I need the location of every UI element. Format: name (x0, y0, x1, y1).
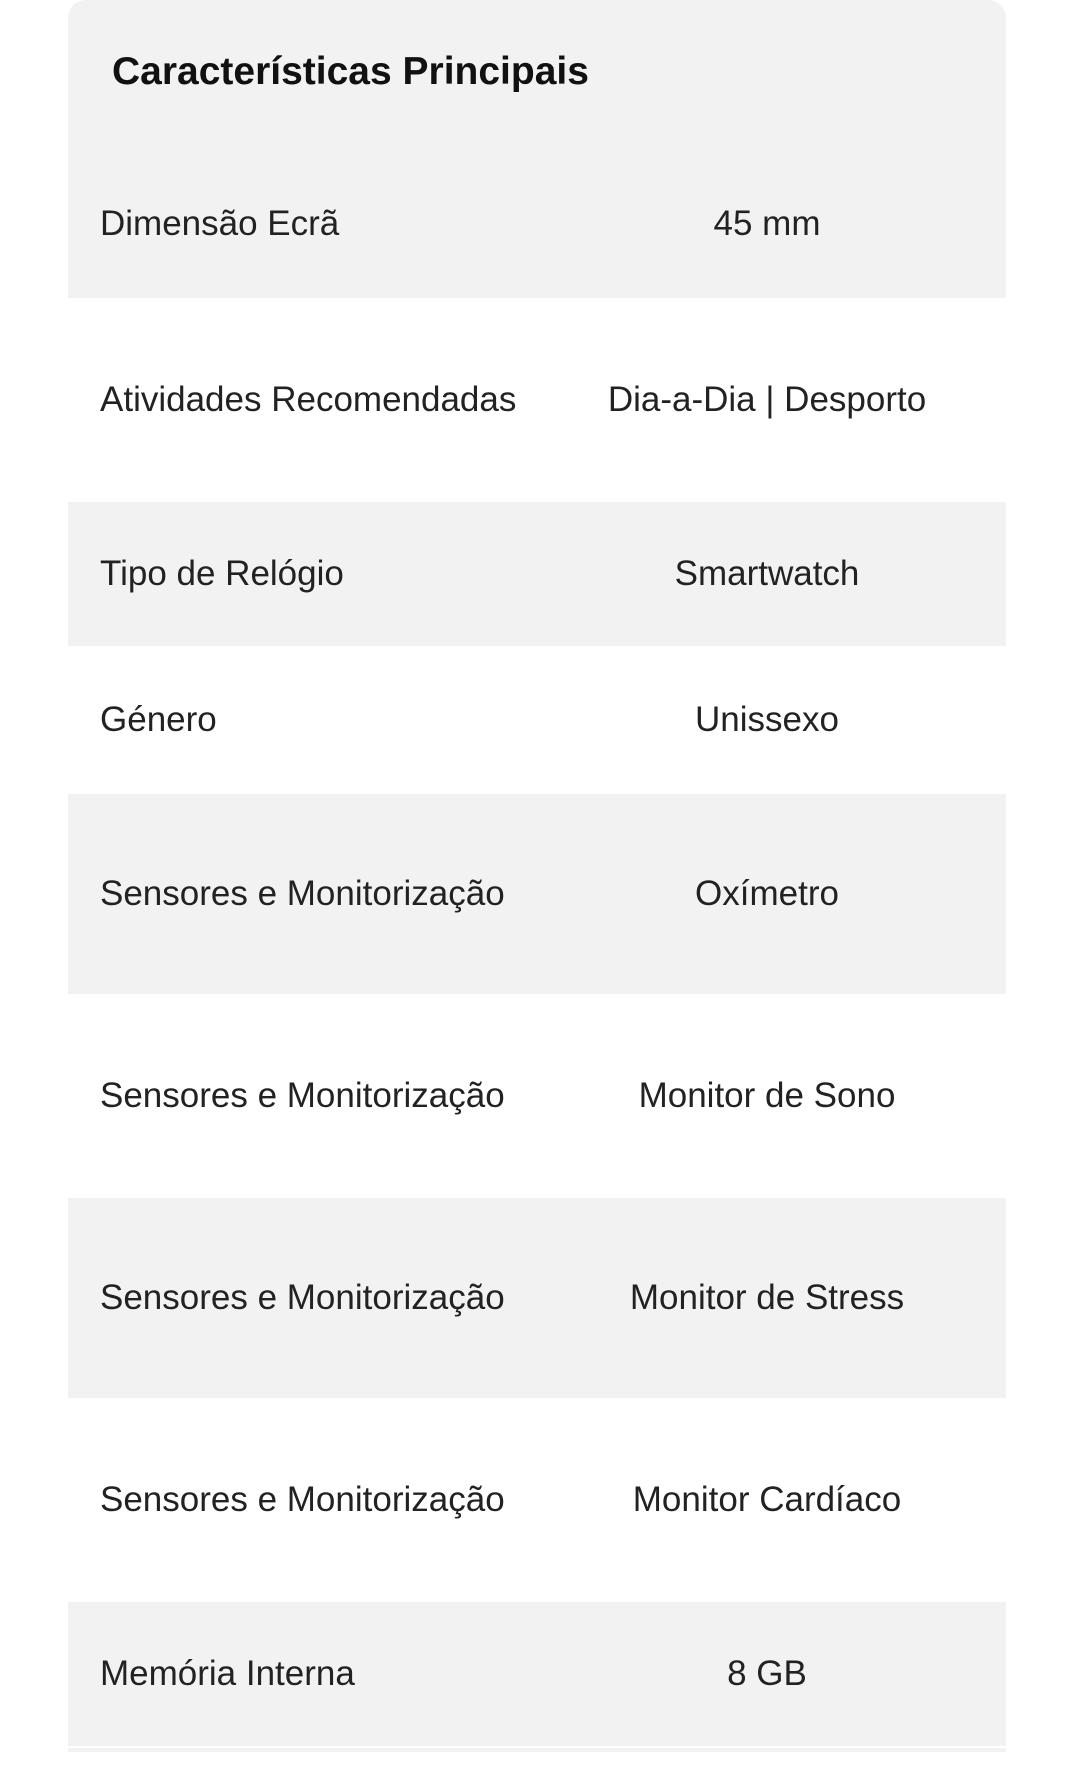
spec-label: Sensores e Monitorização (100, 874, 505, 913)
table-row (68, 150, 1006, 300)
table-row (68, 1400, 1006, 1602)
spec-label: Tipo de Relógio (100, 554, 344, 593)
spec-value: Oxímetro (695, 874, 839, 913)
spec-label: Dimensão Ecrã (100, 204, 340, 243)
section-title: Características Principais (112, 50, 589, 93)
spec-value: Monitor de Stress (629, 1278, 905, 1317)
spec-label: Memória Interna (100, 1654, 355, 1693)
table-row (68, 1602, 1006, 1748)
spec-label: Sensores e Monitorização (100, 1076, 505, 1115)
table-row (68, 502, 1006, 648)
spec-value: Monitor de Sono (638, 1076, 896, 1115)
table-row (68, 996, 1006, 1198)
table-row (68, 794, 1006, 996)
spec-value: Monitor Cardíaco (632, 1480, 902, 1519)
spec-label: Atividades Recomendadas (100, 380, 517, 419)
table-row (68, 648, 1006, 794)
spec-value: Dia-a-Dia | Desporto (607, 380, 927, 419)
spec-label: Sensores e Monitorização (100, 1278, 505, 1317)
spec-value: Smartwatch (674, 554, 860, 593)
table-row (68, 1198, 1006, 1400)
spec-label: Género (100, 700, 217, 739)
spec-value: 8 GB (727, 1654, 807, 1693)
spec-value: 45 mm (713, 204, 821, 243)
spec-value: Unissexo (695, 700, 839, 739)
table-row (68, 300, 1006, 502)
specs-card (68, 0, 1006, 1752)
spec-label: Sensores e Monitorização (100, 1480, 505, 1519)
specs-table (68, 150, 1006, 1748)
